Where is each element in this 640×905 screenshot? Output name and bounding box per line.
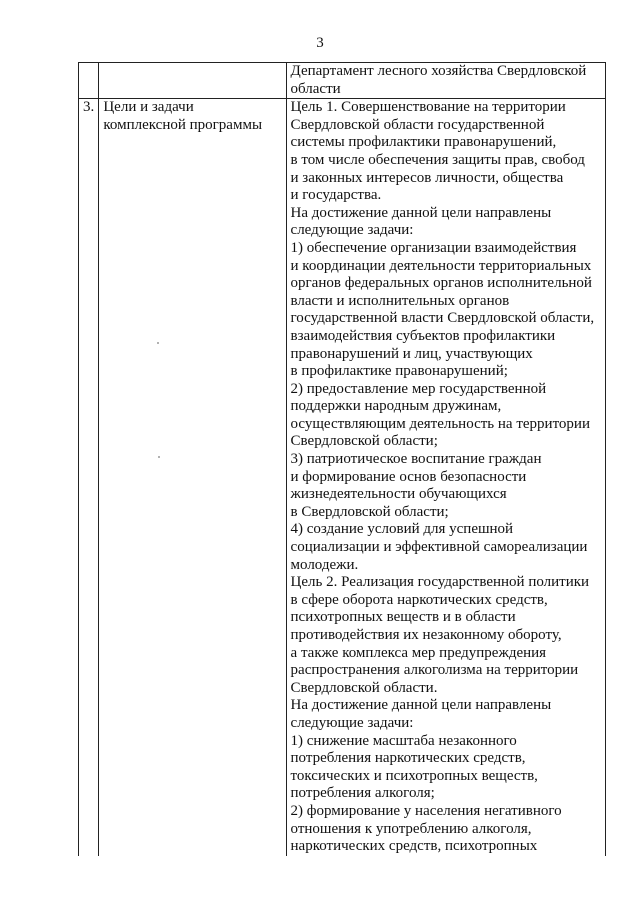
content-line: правонарушений и лиц, участвующих (290, 345, 533, 362)
row-number-cell (79, 99, 99, 856)
content-line: психотропных веществ и в области (290, 609, 516, 626)
scan-speck (158, 456, 160, 458)
row-title-cell-empty (99, 63, 286, 99)
content-line: 2) предоставление мер государственной (290, 380, 547, 397)
content-line: области (290, 80, 341, 97)
content-line: отношения к употреблению алкоголя, (290, 820, 532, 837)
content-line: поддержки народным дружинам, (290, 398, 502, 415)
content-line: 4) создание условий для успешной (290, 521, 514, 538)
row-title-line: Цели и задачи (103, 99, 194, 116)
content-line: власти и исполнительных органов (290, 292, 510, 309)
content-line: Свердловской области; (290, 433, 438, 450)
content-line: На достижение данной цели направлены (290, 204, 552, 221)
content-line: токсических и психотропных веществ, (290, 767, 538, 784)
program-passport-table (78, 62, 606, 856)
content-line: 1) снижение масштаба незаконного (290, 732, 517, 749)
content-line: жизнедеятельности обучающихся (290, 486, 507, 503)
row-number-cell-empty (79, 63, 99, 99)
content-line: и координации деятельности территориальных (290, 257, 592, 274)
content-line: 2) формирование у населения негативного (290, 802, 562, 819)
content-line: осуществляющим деятельность на территории (290, 415, 590, 432)
content-line: наркотических средств, психотропных (290, 838, 538, 855)
content-line: а также комплекса мер предупреждения (290, 644, 547, 661)
content-line: Департамент лесного хозяйства Свердловской (290, 63, 587, 79)
content-line: Цель 1. Совершенствование на территории (290, 99, 566, 116)
content-line: и законных интересов личности, общества (290, 169, 564, 186)
content-line: в сфере оборота наркотических средств, (290, 591, 548, 608)
content-line: системы профилактики правонарушений, (290, 134, 557, 151)
content-line: противодействия их незаконному обороту, (290, 627, 562, 643)
scan-speck (157, 342, 159, 344)
content-line: в профилактике правонарушений; (290, 363, 508, 380)
content-line: 1) обеспечение организации взаимодействия (290, 239, 577, 256)
page-number: 3 (316, 35, 324, 51)
content-line: потребления наркотических средств, (290, 750, 526, 767)
content-line: государственной власти Свердловской области, (290, 310, 595, 327)
content-line: На достижение данной цели направлены (290, 697, 552, 714)
content-line: в Свердловской области; (290, 503, 449, 520)
content-line: и государства. (290, 187, 382, 204)
content-line: и формирование основ безопасности (290, 468, 527, 485)
content-line: потребления алкоголя; (290, 785, 435, 802)
content-line: следующие задачи: (290, 714, 414, 731)
row-number: 3. (83, 99, 95, 116)
content-line: Свердловской области государственной (290, 116, 545, 133)
row-title-cell (99, 99, 286, 856)
content-line: 3) патриотическое воспитание граждан (290, 451, 542, 468)
row-title-line: комплексной программы (103, 116, 263, 133)
content-line: в том числе обеспечения защиты прав, свобод (290, 151, 585, 168)
content-line: следующие задачи: (290, 222, 414, 239)
row-content-cell (286, 63, 605, 99)
content-line: распространения алкоголизма на территории (290, 662, 579, 679)
table-row-continued (79, 63, 606, 99)
row-content-cell (286, 99, 605, 856)
content-line: Свердловской области. (290, 679, 438, 696)
content-line: молодежи. (290, 556, 359, 573)
content-line: взаимодействия субъектов профилактики (290, 327, 556, 344)
content-line: органов федеральных органов исполнительной (290, 275, 592, 292)
content-line: социализации и эффективной самореализации (290, 539, 588, 556)
table-row-goals (79, 99, 606, 856)
content-line: Цель 2. Реализация государственной политики (290, 574, 590, 591)
